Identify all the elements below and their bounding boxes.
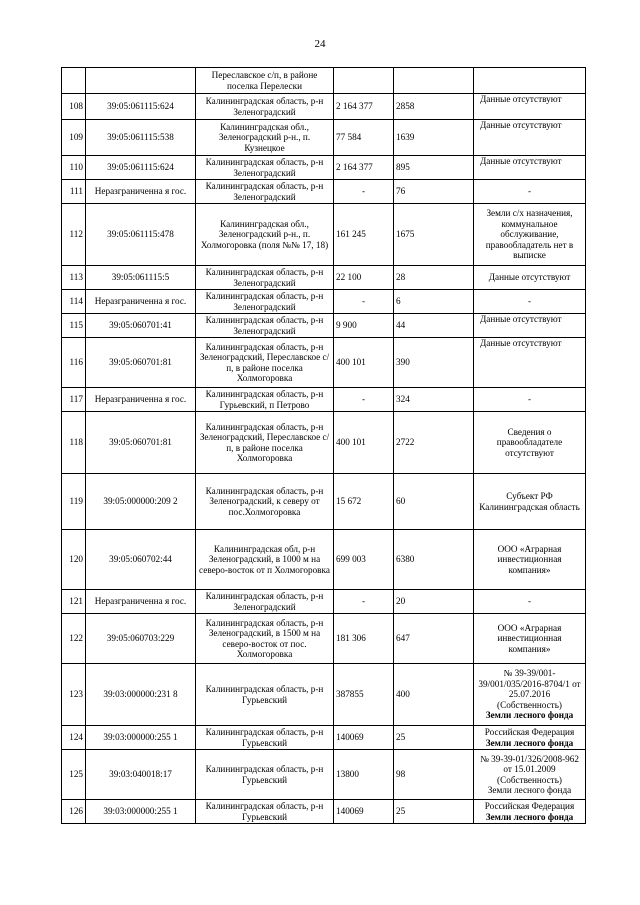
crossing-length: 25 (394, 726, 474, 750)
table-row (62, 664, 586, 726)
plot-area: 387855 (334, 664, 394, 726)
cadastral-number: Неразграниченна я гос. (86, 180, 196, 204)
plot-location: Калининградская область, р-н Зеленоградский (196, 180, 334, 204)
cadastral-number: 39:05:060701:41 (86, 314, 196, 338)
table-row (62, 156, 586, 180)
plot-location: Калининградская область, р-н Зеленоградский (196, 290, 334, 314)
table-row (62, 180, 586, 204)
rights-info: - (474, 388, 586, 412)
plot-location: Калининградская область, р-н Зеленоградский (196, 94, 334, 120)
row-number: 121 (62, 590, 86, 614)
cadastral-number: 39:03:000000:255 1 (86, 800, 196, 824)
cadastral-number: Неразграниченна я гос. (86, 388, 196, 412)
rights-info-record: № 39-39/001-39/001/035/2016-8704/1 от 25.07.2016 (Собственность) (478, 668, 581, 710)
cadastral-number: Неразграниченна я гос. (86, 590, 196, 614)
rights-info (474, 750, 586, 800)
plot-area: 699 003 (334, 530, 394, 590)
row-number: 116 (62, 338, 86, 388)
cadastral-number: Неразграниченна я гос. (86, 290, 196, 314)
row-number: 114 (62, 290, 86, 314)
plot-location: Калининградская область, р-н Зеленоградский, к северу от пос.Холмогоровка (196, 474, 334, 530)
crossing-length: 76 (394, 180, 474, 204)
land-plot-table (61, 67, 586, 824)
plot-area: - (334, 290, 394, 314)
table-row (62, 314, 586, 338)
plot-area (334, 68, 394, 94)
rights-info: ООО «Аграрная инвестиционная компания» (474, 614, 586, 664)
row-number: 126 (62, 800, 86, 824)
crossing-length: 6 (394, 290, 474, 314)
land-category: Земли лесного фонда (485, 737, 574, 748)
plot-location: Калининградская обл., Зеленоградский р-н., п. Кузнецкое (196, 120, 334, 156)
plot-area: 181 306 (334, 614, 394, 664)
row-number: 123 (62, 664, 86, 726)
row-number: 122 (62, 614, 86, 664)
plot-area: 161 245 (334, 204, 394, 266)
rights-info: - (474, 590, 586, 614)
row-number: 124 (62, 726, 86, 750)
plot-location: Калининградская область, р-н Зеленоградский, в 1500 м на северо-восток от пос. Холмогоровка (196, 614, 334, 664)
plot-area: 140069 (334, 800, 394, 824)
cadastral-number: 39:05:060703:229 (86, 614, 196, 664)
table-row (62, 94, 586, 120)
plot-area: 22 100 (334, 266, 394, 290)
crossing-length: 2858 (394, 94, 474, 120)
cadastral-number: 39:05:000000:209 2 (86, 474, 196, 530)
plot-location: Калининградская область, р-н Зеленоградский (196, 156, 334, 180)
plot-location: Калининградская обл., Зеленоградский р-н., п. Холмогоровка (поля №№ 17, 18) (196, 204, 334, 266)
row-number: 111 (62, 180, 86, 204)
rights-info: Сведения о правообладателе отсутствуют (474, 412, 586, 474)
plot-area: - (334, 590, 394, 614)
crossing-length: 25 (394, 800, 474, 824)
crossing-length: 647 (394, 614, 474, 664)
row-number: 110 (62, 156, 86, 180)
plot-area: 2 164 377 (334, 94, 394, 120)
page-number: 24 (314, 38, 326, 50)
rights-info: Земли с/х назначения, коммунальное обслуживание, правообладатель нет в выписке (474, 204, 586, 266)
rights-info (474, 68, 586, 94)
row-number: 118 (62, 412, 86, 474)
cadastral-number: 39:05:061115:5 (86, 266, 196, 290)
row-number: 108 (62, 94, 86, 120)
row-number: 115 (62, 314, 86, 338)
cadastral-number: 39:05:060702:44 (86, 530, 196, 590)
land-category: Земли лесного фонда (485, 811, 574, 822)
rights-info-record: № 39-39-01/326/2008-962 от 15.01.2009 (Собственность) (480, 753, 579, 785)
cadastral-number: 39:03:000000:255 1 (86, 726, 196, 750)
plot-area: - (334, 180, 394, 204)
row-number: 117 (62, 388, 86, 412)
plot-area: 9 900 (334, 314, 394, 338)
cadastral-number: 39:05:061115:538 (86, 120, 196, 156)
table-row (62, 68, 586, 94)
plot-location: Калининградская область, р-н Гурьевский (196, 726, 334, 750)
crossing-length: 6380 (394, 530, 474, 590)
row-number: 112 (62, 204, 86, 266)
row-number: 113 (62, 266, 86, 290)
table-row (62, 726, 586, 750)
table-row (62, 530, 586, 590)
plot-location: Калининградская область, р-н Зеленоградский (196, 266, 334, 290)
cadastral-number: 39:03:000000:231 8 (86, 664, 196, 726)
row-number: 109 (62, 120, 86, 156)
rights-info (474, 726, 586, 750)
crossing-length: 98 (394, 750, 474, 800)
cadastral-number: 39:05:060701:81 (86, 338, 196, 388)
plot-area: 77 584 (334, 120, 394, 156)
land-category: Земли лесного фонда (487, 784, 572, 795)
plot-location: Калининградская область, р-н Зеленоградский, Переславское с/п, в районе поселка Холмогоровка (196, 412, 334, 474)
table-row (62, 750, 586, 800)
plot-location: Калининградская область, р-н Гурьевский (196, 664, 334, 726)
table-row (62, 204, 586, 266)
crossing-length: 1639 (394, 120, 474, 156)
crossing-length: 324 (394, 388, 474, 412)
plot-location: Калининградская область, р-н Гурьевский (196, 750, 334, 800)
cadastral-number: 39:05:060701:81 (86, 412, 196, 474)
table-row (62, 338, 586, 388)
plot-location: Калининградская обл, р-н Зеленоградский, в 1000 м на северо-восток от п Холмогоровка (196, 530, 334, 590)
plot-location: Калининградская область, р-н Гурьевский (196, 800, 334, 824)
row-number: 120 (62, 530, 86, 590)
rights-info: Данные отсутствуют (474, 120, 586, 156)
table-row (62, 290, 586, 314)
rights-info (474, 664, 586, 726)
plot-location: Переславское с/п, в районе поселка Перелески (196, 68, 334, 94)
plot-area: 15 672 (334, 474, 394, 530)
crossing-length: 390 (394, 338, 474, 388)
crossing-length (394, 68, 474, 94)
rights-info: - (474, 180, 586, 204)
crossing-length: 28 (394, 266, 474, 290)
plot-area: 2 164 377 (334, 156, 394, 180)
table-row (62, 614, 586, 664)
rights-info: Данные отсутствуют (474, 94, 586, 120)
row-number: 125 (62, 750, 86, 800)
rights-info (474, 800, 586, 824)
crossing-length: 60 (394, 474, 474, 530)
rights-info: Данные отсутствуют (474, 266, 586, 290)
table-row (62, 474, 586, 530)
plot-location: Калининградская область, р-н Зеленоградский (196, 314, 334, 338)
plot-location: Калининградская область, р-н Зеленоградский, Переславское с/п, в районе поселка Холмогоровка (196, 338, 334, 388)
cadastral-number (86, 68, 196, 94)
row-number: 119 (62, 474, 86, 530)
plot-location: Калининградская область, р-н Гурьевский, п Петрово (196, 388, 334, 412)
cadastral-number: 39:05:061115:624 (86, 156, 196, 180)
rights-info: Данные отсутствуют (474, 314, 586, 338)
plot-area: 400 101 (334, 338, 394, 388)
crossing-length: 2722 (394, 412, 474, 474)
crossing-length: 20 (394, 590, 474, 614)
rights-holder: Российская Федерация (484, 801, 575, 812)
rights-info: ООО «Аграрная инвестиционная компания» (474, 530, 586, 590)
plot-location: Калининградская область, р-н Зеленоградский (196, 590, 334, 614)
plot-area: 13800 (334, 750, 394, 800)
cadastral-number: 39:05:061115:624 (86, 94, 196, 120)
table-row (62, 388, 586, 412)
rights-info: Данные отсутствуют (474, 338, 586, 388)
plot-area: 400 101 (334, 412, 394, 474)
crossing-length: 44 (394, 314, 474, 338)
cadastral-number: 39:05:061115:478 (86, 204, 196, 266)
table-row (62, 120, 586, 156)
table-row (62, 412, 586, 474)
row-number (62, 68, 86, 94)
crossing-length: 895 (394, 156, 474, 180)
table-row (62, 800, 586, 824)
cadastral-number: 39:03:040018:17 (86, 750, 196, 800)
plot-area: 140069 (334, 726, 394, 750)
rights-info: Данные отсутствуют (474, 156, 586, 180)
rights-info: Субъект РФ Калининградская область (474, 474, 586, 530)
rights-holder: Российская Федерация (484, 727, 575, 738)
crossing-length: 1675 (394, 204, 474, 266)
rights-info: - (474, 290, 586, 314)
plot-area: - (334, 388, 394, 412)
land-category: Земли лесного фонда (485, 710, 574, 721)
table-row (62, 590, 586, 614)
crossing-length: 400 (394, 664, 474, 726)
table-row (62, 266, 586, 290)
